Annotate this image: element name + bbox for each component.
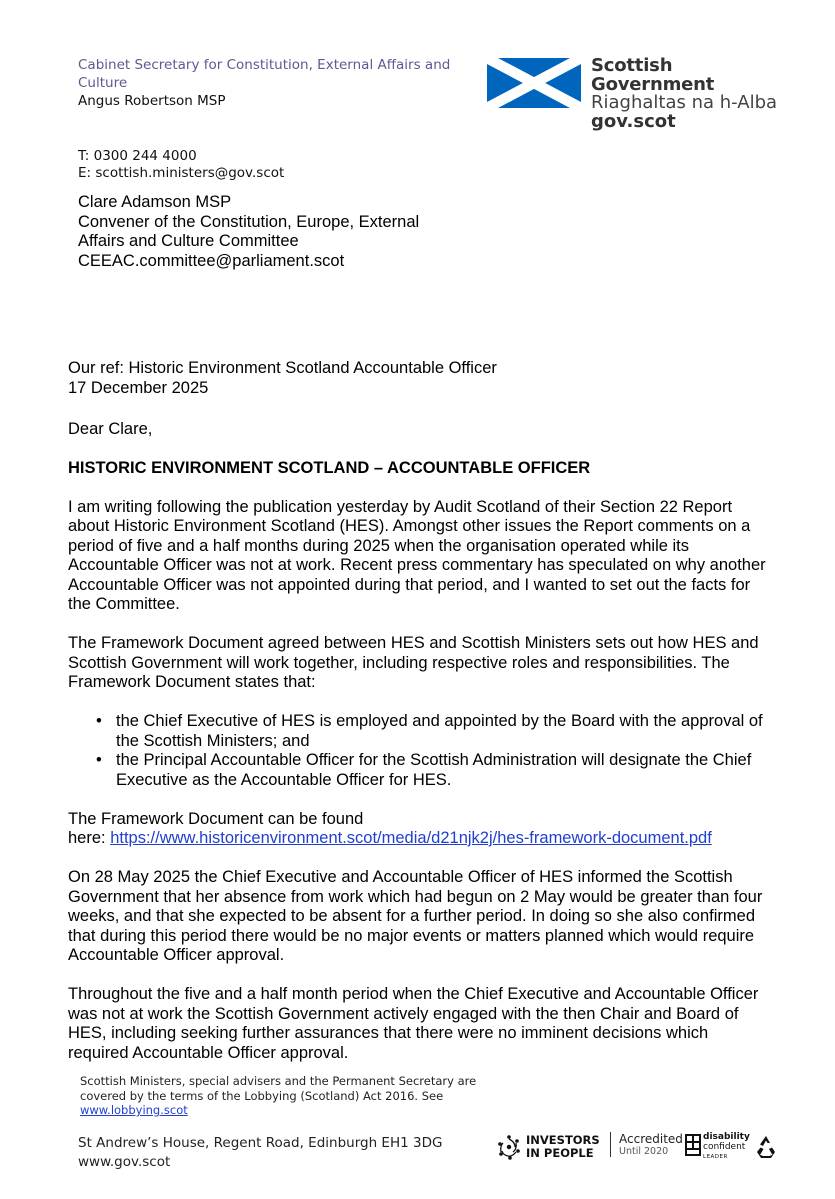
logo-name-gaelic: Riaghaltas na h-Alba [591,92,778,113]
investors-in-people-text [526,1134,600,1159]
addressee-block [78,193,419,271]
iip-line2: IN PEOPLE [526,1145,594,1160]
bullet-item: • the Chief Executive of HES is employed and appointed by the Board with the approval of the Scottish Ministers; and [96,712,768,751]
bullet-item: • the Principal Accountable Officer for the Scottish Administration will designate the Chief Executive as the Accountable Officer for HES. [96,751,768,790]
letter-heading: HISTORIC ENVIRONMENT SCOTLAND – ACCOUNTABLE OFFICER [68,459,591,477]
lobbying-note-text: Scottish Ministers, special advisers and the Permanent Secretary are covered by the terms of the Lobbying (Scotland) Act 2016. See [80,1074,477,1103]
paragraph-3-line1: The Framework Document can be found [68,809,364,828]
lobbying-note [80,1074,480,1118]
letter-body [68,420,768,1063]
framework-bullet-list [96,712,768,790]
paragraph-4: On 28 May 2025 the Chief Executive and Accountable Officer of HES informed the Scottish Government that her absence from work which had begun on 2 May would be greater than four weeks, and that she expected to be absent for a further period. In doing so she also confirmed that during this period there would be no major events or matters planned which would require Accountable Officer approval. [68,868,763,964]
contact-block [78,148,284,182]
salutation: Dear Clare, [68,420,153,438]
scottish-government-logo [487,55,797,132]
investors-in-people-badge [495,1132,625,1164]
our-reference: Our ref: Historic Environment Scotland Accountable Officer [68,359,497,377]
logo-name-english: Scottish Government [591,55,715,95]
dc-line2: confident [703,1142,746,1152]
iip-line1: INVESTORS [526,1133,600,1147]
accredited-badge [610,1132,683,1157]
addressee-name: Clare Adamson MSP [78,193,232,211]
paragraph-1: I am writing following the publication yesterday by Audit Scotland of their Section 22 Report about Historic Environment Scotland (HES). Amongst other issues the Report comments on a period of five and a half months during 2025 when the organisation operated while its Accountable Officer was not at work. Recent press commentary has speculated on why another Accountable Officer was not appointed during that period, and I wanted to set out the facts for the Committee. [68,497,766,613]
sender-title: Cabinet Secretary for Constitution, External Affairs and Culture [78,57,451,91]
sender-block [78,56,478,110]
footer-address [78,1134,442,1171]
contact-email: E: scottish.ministers@gov.scot [78,165,285,181]
logo-text [591,56,797,131]
accredited-until: Until 2020 [619,1146,669,1157]
disability-confident-icon [685,1134,701,1156]
letter-date: 17 December 2025 [68,378,209,397]
dc-line1: disability [703,1132,750,1142]
paragraph-3 [68,810,768,849]
addressee-role-line2: Affairs and Culture Committee [78,232,299,250]
dc-line3: LEADER [703,1154,728,1160]
footer-website: www.gov.scot [78,1153,171,1170]
accreditation-badges [495,1128,785,1168]
accredited-label: Accredited [619,1132,683,1146]
recycle-icon [753,1134,779,1160]
addressee-email: CEEAC.committee@parliament.scot [78,251,345,270]
lobbying-link[interactable]: www.lobbying.scot [80,1103,188,1117]
framework-document-link[interactable]: https://www.historicenvironment.scot/media/d21njk2j/hes-framework-document.pdf [110,829,712,847]
sender-name: Angus Robertson MSP [78,93,226,109]
disability-confident-badge [685,1132,750,1162]
saltire-flag-icon [487,58,581,108]
addressee-role-line1: Convener of the Constitution, Europe, External [78,212,420,231]
paragraph-3-prefix: here: [68,829,111,847]
investors-in-people-icon [495,1132,523,1162]
paragraph-2: The Framework Document agreed between HES and Scottish Ministers sets out how HES and Scottish Government will work together, including respective roles and responsibilities. The Framework Document states that: [68,634,759,691]
reference-block [68,359,497,398]
logo-website: gov.scot [591,111,676,132]
contact-phone: T: 0300 244 4000 [78,148,197,164]
footer-street-address: St Andrew’s House, Regent Road, Edinburgh EH1 3DG [78,1135,443,1151]
paragraph-5: Throughout the five and a half month period when the Chief Executive and Accountable Officer was not at work the Scottish Government actively engaged with the then Chair and Board of HES, including seeking further assurances that there were no imminent decisions which required Accountable Officer approval. [68,985,759,1062]
